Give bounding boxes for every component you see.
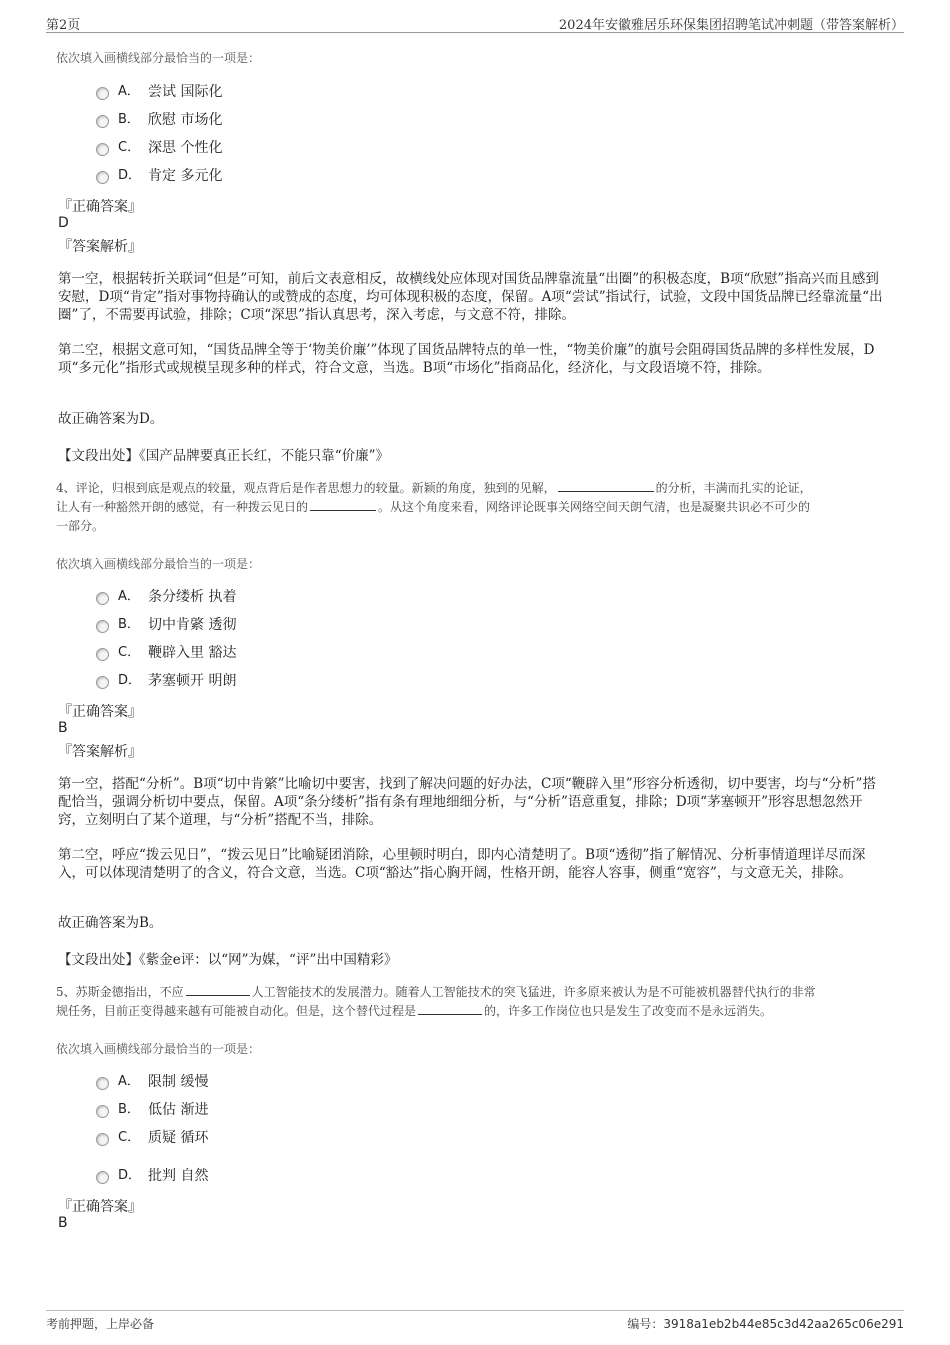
radio-button[interactable] (96, 592, 109, 605)
q4-option-c[interactable]: C． 鞭辟入里 豁达 (96, 643, 396, 663)
footer-slogan: 考前押题，上岸必备 (46, 1317, 155, 1331)
blank-line (186, 983, 250, 996)
q4-analysis-2: 第二空，呼应“拨云见日”，“拨云见日”比喻疑团消除，心里顿时明白，即内心清楚明了。B项“透彻”指了解情况、分析事情道理详尽而深入，可以体现清楚明了的含义，符合文意，当选。C项“豁达”指心胸开阔，性格开朗，能容人容事，侧重“宽容”，与文意无关，排除。 (58, 847, 866, 881)
q4-option-a[interactable]: A． 条分缕析 执着 (96, 587, 396, 607)
q5-answer: B (58, 1215, 68, 1231)
radio-button[interactable] (96, 648, 109, 661)
q3-answer-label: 『正确答案』 (58, 199, 142, 215)
radio-button[interactable] (96, 171, 109, 184)
radio-button[interactable] (96, 676, 109, 689)
radio-button[interactable] (96, 1133, 109, 1146)
radio-button[interactable] (96, 115, 109, 128)
blank-line (418, 1002, 482, 1015)
q3-option-a[interactable]: A． 尝试 国际化 (96, 82, 396, 102)
q4-answer: B (58, 720, 68, 736)
q4-option-d[interactable]: D． 茅塞顿开 明朗 (96, 671, 396, 691)
radio-button[interactable] (96, 87, 109, 100)
document-title: 2024年安徽雅居乐环保集团招聘笔试冲刺题（带答案解析） (558, 18, 904, 33)
q5-option-c[interactable]: C． 质疑 循环 (96, 1128, 396, 1148)
radio-button[interactable] (96, 1077, 109, 1090)
radio-button[interactable] (96, 620, 109, 633)
q5-option-b[interactable]: B． 低估 渐进 (96, 1100, 396, 1120)
q3-analysis-1: 第一空，根据转折关联词“但是”可知，前后文表意相反，故横线处应体现对国货品牌靠流量“出圈”的积极态度，B项“欣慰”指高兴而且感到安慰，D项“肯定”指对事物持确认的或赞成的态度，均可体现积极的态度，保留。A项“尝试”指试行，试验，文段中国货品牌已经靠流量“出圈”了，不需要再试验，排除；C项“深思”指认真思考，深入考虑，与文意不符，排除。 (58, 271, 883, 323)
q3-analysis-label: 『答案解析』 (58, 239, 142, 255)
q3-analysis-2: 第二空，根据文意可知，“国货品牌全等于‘物美价廉’”体现了国货品牌特点的单一性，“物美价廉”的旗号会阻碍国货品牌的多样性发展，D项“多元化”指形式或规模呈现多种的样式，符合文意，当选。B项“市场化”指商品化，经济化，与文段语境不符，排除。 (58, 342, 875, 376)
q5-prompt: 依次填入画横线部分最恰当的一项是： (56, 1042, 261, 1056)
q3-option-c[interactable]: C． 深思 个性化 (96, 138, 396, 158)
q3-option-b[interactable]: B． 欣慰 市场化 (96, 110, 396, 130)
q4-prompt: 依次填入画横线部分最恰当的一项是： (56, 557, 261, 571)
q4-analysis-label: 『答案解析』 (58, 744, 142, 760)
q3-analysis-3: 故正确答案为D。 (58, 411, 164, 427)
page-footer (46, 1310, 904, 1337)
q5-text: 5、苏斯金德指出，不应 人工智能技术的发展潜力。随着人工智能技术的突飞猛进，许多原来被认为是不可能被机器替代执行的非常 规任务，目前正变得越来越有可能被自动化。但是，这个替代过程是 的，许多工作岗位也只是发生了改变而不是永远消失。 (56, 985, 816, 1018)
radio-button[interactable] (96, 1171, 109, 1184)
q4-analysis-1: 第一空，搭配“分析”。B项“切中肯綮”比喻切中要害，找到了解决问题的好办法，C项“鞭辟入里”形容分析透彻，切中要害，均与“分析”搭配恰当，强调分析切中要点，保留。A项“条分缕析”指有条有理地细细分析，与“分析”语意重复，排除；D项“茅塞顿开”形容思想忽然开窍，立刻明白了某个道理，与“分析”搭配不当，排除。 (58, 776, 876, 828)
blank-line (558, 479, 654, 492)
q4-analysis-3: 故正确答案为B。 (58, 915, 163, 931)
q5-option-a[interactable]: A． 限制 缓慢 (96, 1072, 396, 1092)
blank-line (310, 498, 376, 511)
document-code: 编号：3918a1eb2b44e85c3d42aa265c06e291 (627, 1317, 904, 1331)
q3-source: 【文段出处】《国产品牌要真正长红，不能只靠“价廉”》 (58, 448, 390, 464)
page-header (46, 12, 904, 33)
radio-button[interactable] (96, 143, 109, 156)
q5-answer-label: 『正确答案』 (58, 1199, 142, 1215)
q4-source: 【文段出处】《紫金e评：以“网”为媒，“评”出中国精彩》 (58, 952, 398, 968)
q4-text: 4、评论，归根到底是观点的较量，观点背后是作者思想力的较量。新颖的角度，独到的见解， 的分析，丰满而扎实的论证， 让人有一种豁然开朗的感觉，有一种拨云见日的 。从这个角度来看，网络评论既事关网络空间天朗气清，也是凝聚共识必不可少的 一部分。 (56, 481, 812, 533)
page-number: 第2页 (46, 18, 81, 33)
q3-option-d[interactable]: D． 肯定 多元化 (96, 166, 396, 186)
q4-answer-label: 『正确答案』 (58, 704, 142, 720)
q4-option-b[interactable]: B． 切中肯綮 透彻 (96, 615, 396, 635)
radio-button[interactable] (96, 1105, 109, 1118)
q5-option-d[interactable]: D． 批判 自然 (96, 1166, 396, 1186)
q3-answer: D (58, 215, 69, 231)
q3-prompt: 依次填入画横线部分最恰当的一项是： (56, 51, 261, 65)
